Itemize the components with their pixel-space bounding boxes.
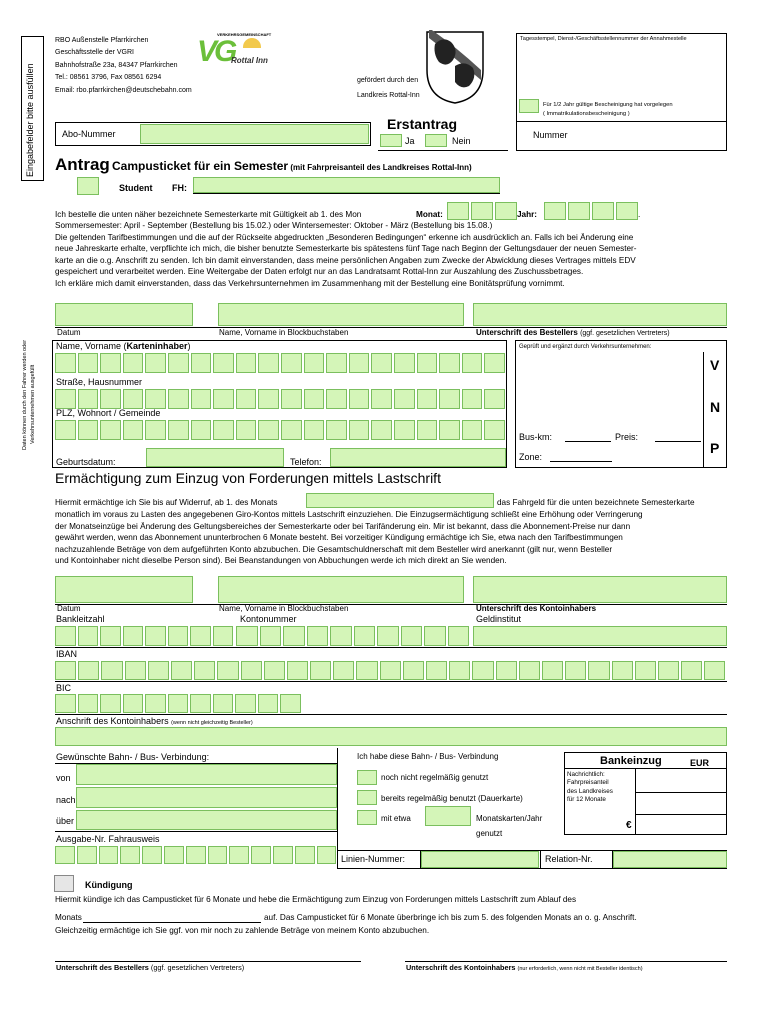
letter-cell[interactable] (251, 846, 271, 864)
letter-cell[interactable] (462, 353, 483, 373)
letter-cell[interactable] (123, 389, 144, 409)
letter-cell[interactable] (236, 353, 257, 373)
footer-besteller (56, 963, 244, 972)
iban-label: IBAN (56, 649, 78, 659)
kuendigung-monats: Monats (55, 913, 82, 922)
letter-cell[interactable] (304, 353, 325, 373)
sepa-datum-label: Datum (57, 604, 81, 613)
letter-cell[interactable] (484, 353, 505, 373)
sepa-line: der Monatseinzüge bei Änderung des Geltungsbereiches der Semesterkarte oder bei Tarifänderung ein. Mir ist bekannt, dass die Abonnement-Preise nur dann (55, 521, 631, 531)
letter-cell[interactable] (100, 389, 121, 409)
side-tab-label: Eingabefelder bitte ausfüllen (25, 63, 35, 177)
sepa-line: gewährt werden, wenn das Abonnement ununterbrochen 6 Monate besteht. Bei vorzeitiger Kündigung ermächtige ich Sie, etwa nach den Tarifbestimmungen (55, 533, 623, 543)
letter-cell[interactable] (496, 661, 517, 680)
ueber-input[interactable] (76, 810, 337, 830)
letter-cell[interactable] (635, 661, 656, 680)
iban-cells[interactable] (55, 661, 725, 680)
funded-by (357, 73, 420, 103)
nach-input[interactable] (76, 787, 337, 808)
letter-cell[interactable] (704, 661, 725, 680)
bic-cells[interactable] (55, 694, 301, 713)
sepa-title: Ermächtigung zum Einzug von Forderungen mittels Lastschrift (55, 470, 441, 486)
address-line: Email: rbo.pfarrkirchen@deutschebahn.com (55, 86, 192, 94)
abo-nummer-input[interactable] (140, 124, 369, 144)
ueber-label: über (56, 816, 75, 826)
letter-cell[interactable] (462, 420, 483, 440)
letter-cell[interactable] (145, 389, 166, 409)
letter-cell[interactable] (612, 661, 633, 680)
letter-cell[interactable] (142, 846, 162, 864)
zone-label: Zone: (519, 452, 543, 462)
letter-cell[interactable] (307, 626, 329, 646)
letter-cell[interactable] (191, 353, 212, 373)
letter-cell[interactable] (229, 846, 249, 864)
letter-cell[interactable] (55, 661, 76, 680)
letter-cell[interactable] (208, 846, 228, 864)
bic-label: BIC (56, 683, 72, 693)
letter-cell[interactable] (417, 353, 438, 373)
geburt-input[interactable] (146, 448, 284, 467)
letter-cell[interactable] (100, 626, 121, 646)
fh-input[interactable] (193, 177, 500, 193)
letter-cell[interactable] (148, 661, 169, 680)
check-box (515, 340, 727, 468)
letter-cell[interactable] (123, 694, 144, 713)
letter-cell[interactable] (417, 389, 438, 409)
letter-cell[interactable] (236, 420, 257, 440)
order-line: karte an die o.g. Anschrift zu senden. Ich bin damit einverstanden, dass meine persönlichen Angaben zum Zwecke der Abwicklung dieses Vertrages mittels EDV (55, 255, 636, 265)
address-line: RBO Außenstelle Pfarrkirchen (55, 37, 149, 44)
funded-line-1: gefördert durch den (357, 77, 419, 84)
kuendigung-line-3: Gleichzeitig ermächtige ich Sie ggf. von mir noch zu zahlende Beträge von meinem Konto abzubuchen. (55, 926, 430, 935)
order-name-label: Name, Vorname in Blockbuchstaben (219, 328, 349, 337)
order-signature-input[interactable] (473, 303, 727, 326)
letter-cell[interactable] (123, 420, 144, 440)
letter-cell[interactable] (145, 694, 166, 713)
konto-label: Kontonummer (240, 614, 297, 624)
monat-label: Monat: (416, 210, 443, 219)
letter-cell[interactable] (394, 353, 415, 373)
letter-cell[interactable] (100, 694, 121, 713)
letter-cell[interactable] (472, 661, 493, 680)
datenschutz-note-1: Daten können durch den Fahrer werden oder (22, 339, 28, 450)
n-label: N (710, 399, 721, 415)
title-paren: (mit Fahrpreisanteil des Landkreises Rottal-Inn) (290, 163, 472, 172)
ausgabe-cells[interactable] (55, 846, 336, 864)
order-dot: . (638, 210, 641, 219)
opt2-checkbox[interactable] (357, 790, 377, 805)
letter-cell[interactable] (213, 353, 234, 373)
letter-cell[interactable] (349, 389, 370, 409)
letter-cell[interactable] (55, 694, 76, 713)
letter-cell[interactable] (449, 661, 470, 680)
einzug-note-line: des Landkreises (567, 787, 613, 795)
semester-note-line-1: Für 1/2 Jahr gültige Bescheinigung hat vorgelegen (543, 102, 673, 108)
eur-label: EUR (690, 758, 710, 768)
student-label: Student (119, 183, 153, 193)
order-line-1: Ich bestelle die unten näher bezeichnete Semesterkarte mit Gültigkeit ab 1. des Mon (55, 210, 362, 219)
address-line: Geschäftsstelle der VGRI (55, 49, 134, 57)
order-datum-label: Datum (57, 328, 81, 337)
order-line: Die geltenden Tarifbestimmungen und die auf der Rückseite abgedruckten „Besonderen Bedingungen“ erkenne ich ausdrücklich an. Falls ich bei Änderung eine (55, 232, 634, 242)
letter-cell[interactable] (99, 846, 119, 864)
opt3-checkbox[interactable] (357, 810, 377, 825)
geburt-label: Geburtsdatum: (56, 457, 116, 467)
letter-cell[interactable] (213, 420, 234, 440)
letter-cell[interactable] (191, 420, 212, 440)
letter-cell[interactable] (281, 420, 302, 440)
logo-sub: Rottal Inn (231, 56, 268, 65)
nach-label: nach (56, 795, 76, 805)
letter-cell[interactable] (164, 846, 184, 864)
sepa-signature-input[interactable] (473, 576, 727, 603)
conn-title: Gewünschte Bahn- / Bus- Verbindung: (56, 752, 210, 762)
letter-cell[interactable] (317, 846, 337, 864)
kuendigung-line-1: Hiermit kündige ich das Campusticket für 6 Monate und hebe die Ermächtigung zum Einzug von Forderungen mittels Lastschrift zum Ablauf des (55, 895, 577, 904)
letter-cell[interactable] (78, 661, 99, 680)
letter-cell[interactable] (681, 661, 702, 680)
letter-cell[interactable] (287, 661, 308, 680)
letter-cell[interactable] (281, 353, 302, 373)
letter-cell[interactable] (190, 694, 211, 713)
letter-cell[interactable] (194, 661, 215, 680)
letter-cell[interactable] (260, 626, 282, 646)
letter-cell[interactable] (448, 626, 470, 646)
v-label: V (710, 357, 720, 373)
sepa-name-input[interactable] (218, 576, 464, 603)
letter-cell[interactable] (542, 661, 563, 680)
holder-name-label (56, 341, 191, 351)
letter-cell[interactable] (125, 661, 146, 680)
letter-cell[interactable] (77, 846, 97, 864)
einzug-note-line: für 12 Monate (567, 796, 606, 804)
sepa-signature-label: Unterschrift des Kontoinhabers (476, 604, 597, 613)
erstantrag-title: Erstantrag (387, 116, 458, 132)
opt3-label-a: mit etwa (381, 814, 411, 823)
logo-sun-icon (243, 38, 261, 48)
sepa-text (55, 509, 727, 567)
sepa-line: monatlich im voraus zu Lasten des angegebenen Giro-Kontos mittels Lastschrift einzuziehen. Die Einzugsermächtigung schließt eine Erhöhung oder Verringerung (55, 510, 643, 519)
strasse-cells[interactable] (55, 389, 505, 409)
letter-cell[interactable] (120, 846, 140, 864)
fh-label: FH: (172, 183, 187, 193)
buskm-label: Bus-km: (519, 432, 553, 442)
letter-cell[interactable] (145, 420, 166, 440)
relation-label: Relation-Nr. (545, 854, 593, 864)
letter-cell[interactable] (78, 626, 99, 646)
letter-cell[interactable] (401, 626, 423, 646)
letter-cell[interactable] (258, 353, 279, 373)
letter-cell[interactable] (565, 661, 586, 680)
letter-cell[interactable] (484, 420, 505, 440)
erstantrag-nein-checkbox[interactable] (425, 134, 447, 147)
telefon-input[interactable] (330, 448, 506, 467)
title-antrag: Antrag (55, 155, 110, 174)
sig1-unterschrift: Unterschrift des Bestellers (476, 328, 578, 337)
sepa-line: nachzuzahlende Beträge von dem aufgeführten Konto abzubuchen. Die Gesamtschuldnerschaft mit dem Besteller wird anerkannt (gilt nur, wenn Besteller (55, 544, 613, 554)
footer-besteller-label: Unterschrift des Bestellers (56, 963, 149, 972)
semester-proof-checkbox[interactable] (519, 99, 539, 113)
erstantrag-ja-label: Ja (405, 136, 415, 146)
order-line: gespeichert und verarbeitet werden. Eine Weitergabe der Daten erfolgt nur an das Landratsamt Rottal-Inn zur Auszahlung des Zuschussbetrages. (55, 267, 584, 277)
holder-name-cells[interactable] (55, 353, 505, 373)
letter-cell[interactable] (191, 389, 212, 409)
letter-cell[interactable] (439, 389, 460, 409)
sepa-line-1b: das Fahrgeld für die unten bezeichnete Semesterkarte (497, 498, 695, 507)
footer-kontoinhaber-hint: (nur erforderlich, wenn nicht mit Besteller identisch) (517, 966, 643, 972)
letter-cell[interactable] (310, 661, 331, 680)
opt3-label-c: genutzt (476, 829, 503, 838)
anschrift-label (56, 716, 253, 726)
letter-cell[interactable] (235, 694, 256, 713)
jahr-label: Jahr: (517, 210, 538, 219)
letter-cell[interactable] (241, 661, 262, 680)
letter-cell[interactable] (171, 661, 192, 680)
letter-cell[interactable] (281, 389, 302, 409)
letter-cell[interactable] (190, 626, 211, 646)
semester-note (543, 101, 673, 119)
letter-cell[interactable] (168, 389, 189, 409)
letter-cell[interactable] (371, 389, 392, 409)
nummer-label: Nummer (533, 130, 568, 140)
plz-cells[interactable] (55, 420, 505, 440)
letter-cell[interactable] (326, 353, 347, 373)
letter-cell[interactable] (283, 626, 305, 646)
plz-label: PLZ, Wohnort / Gemeinde (56, 408, 161, 418)
blz-label: Bankleitzahl (56, 614, 105, 624)
letter-cell[interactable] (55, 389, 76, 409)
letter-cell[interactable] (168, 420, 189, 440)
letter-cell[interactable] (439, 420, 460, 440)
erstantrag-nein-label: Nein (452, 136, 471, 146)
telefon-label: Telefon: (290, 457, 322, 467)
opt1-label: noch nicht regelmäßig genutzt (381, 773, 489, 782)
letter-cell[interactable] (78, 420, 99, 440)
letter-cell[interactable] (394, 389, 415, 409)
ausgabe-label: Ausgabe-Nr. Fahrausweis (56, 834, 160, 844)
title-main: Campusticket für ein Semester (112, 159, 289, 173)
einzug-note-line: Nachrichtlich: (567, 771, 605, 778)
holder-name-a: Name, Vorname ( (56, 341, 127, 351)
letter-cell[interactable] (658, 661, 679, 680)
order-line: neue Jahreskarte erhalte, verpflichte ich mich, die bisher benutzte Semesterkarte bis spätestens fünf Tage nach Beginn der Geltungsdauer der neuen Semester- (55, 244, 637, 254)
sepa-line: und Kontoinhaber nicht dieselbe Person sind). Bei Beanstandungen von Abbuchungen werde ich mich direkt an Sie wenden. (55, 556, 507, 566)
von-input[interactable] (76, 764, 337, 785)
einzug-note (567, 771, 613, 805)
letter-cell[interactable] (349, 420, 370, 440)
address-line: Bahnhofstraße 23a, 84347 Pfarrkirchen (55, 61, 178, 69)
letter-cell[interactable] (519, 661, 540, 680)
anschrift-hint: (wenn nicht gleichzeitig Besteller) (171, 720, 253, 726)
letter-cell[interactable] (295, 846, 315, 864)
konto-cells[interactable] (236, 626, 469, 646)
letter-cell[interactable] (484, 389, 505, 409)
letter-cell[interactable] (326, 389, 347, 409)
letter-cell[interactable] (403, 661, 424, 680)
letter-cell[interactable] (280, 694, 301, 713)
letter-cell[interactable] (424, 626, 446, 646)
sepa-datum-input[interactable] (55, 576, 193, 603)
letter-cell[interactable] (273, 846, 293, 864)
order-datum-input[interactable] (55, 303, 193, 326)
footer-kontoinhaber-label: Unterschrift des Kontoinhabers (406, 963, 516, 972)
letter-cell[interactable] (123, 626, 144, 646)
letter-cell[interactable] (349, 353, 370, 373)
von-label: von (56, 773, 71, 783)
sepa-line-1a: Hiermit ermächtige ich Sie bis auf Widerruf, ab 1. des Monats (55, 498, 278, 507)
student-checkbox[interactable] (77, 177, 99, 195)
letter-cell[interactable] (377, 626, 399, 646)
letter-cell[interactable] (258, 694, 279, 713)
funded-line-2: Landkreis Rottal-Inn (357, 92, 420, 99)
jahr-cells[interactable] (544, 202, 641, 220)
letter-cell[interactable] (100, 353, 121, 373)
letter-cell[interactable] (168, 353, 189, 373)
letter-cell[interactable] (145, 626, 166, 646)
letter-cell[interactable] (186, 846, 206, 864)
page-title (55, 155, 472, 175)
linien-input[interactable] (421, 851, 539, 868)
footer-besteller-hint: (ggf. gesetzlichen Vertreters) (150, 963, 245, 972)
letter-cell[interactable] (258, 389, 279, 409)
holder-name-c: ) (187, 341, 191, 351)
datenschutz-note-2: Verkehrsunternehmen ausgefüllt (30, 364, 36, 444)
order-text (55, 220, 725, 290)
have-label: Ich habe diese Bahn- / Bus- Verbindung (357, 752, 499, 761)
coat-of-arms-icon (425, 30, 485, 105)
institut-input[interactable] (473, 626, 727, 646)
letter-cell[interactable] (168, 694, 189, 713)
letter-cell[interactable] (588, 661, 609, 680)
letter-cell[interactable] (371, 420, 392, 440)
opt3-label-b: Monatskarten/Jahr (476, 814, 543, 823)
opt3-count-input[interactable] (425, 806, 471, 826)
address-line: Tel.: 08561 3796, Fax 08561 6294 (55, 74, 162, 82)
letter-cell[interactable] (168, 626, 189, 646)
order-line: Ich erkläre mich damit einverstanden, dass das Verkehrsunternehmen im Zusammenhang mit der Bestellung eine Bonitätsprüfung vornimmt. (55, 278, 565, 288)
letter-cell[interactable] (439, 353, 460, 373)
monat-cells[interactable] (447, 202, 517, 220)
letter-cell[interactable] (213, 694, 234, 713)
sepa-start-month-input[interactable] (306, 493, 494, 508)
order-signature-label (476, 328, 670, 337)
letter-cell[interactable] (304, 389, 325, 409)
letter-cell[interactable] (55, 626, 76, 646)
opt1-checkbox[interactable] (357, 770, 377, 785)
letter-cell[interactable] (55, 420, 76, 440)
letter-cell[interactable] (123, 353, 144, 373)
kuendigung-checkbox[interactable] (54, 875, 74, 892)
address-block (55, 35, 192, 97)
semester-note-line-2: ( Immatrikulationsbescheinigung ) (543, 111, 630, 117)
letter-cell[interactable] (78, 694, 99, 713)
check-label: Geprüft und ergänzt durch Verkehrsunternehmen: (519, 344, 652, 350)
letter-cell[interactable] (78, 353, 99, 373)
letter-cell[interactable] (330, 626, 352, 646)
letter-cell[interactable] (462, 389, 483, 409)
letter-cell[interactable] (100, 420, 121, 440)
institut-label: Geldinstitut (476, 614, 522, 624)
letter-cell[interactable] (371, 353, 392, 373)
logo-top-text: VERKEHRSGEMEINSCHAFT (217, 32, 272, 37)
anschrift-text: Anschrift des Kontoinhabers (56, 716, 169, 726)
kuendigung-line-2: auf. Das Campusticket für 6 Monate überbringe ich bis zum 5. des folgenden Monats an o. g. Anschrift. (264, 913, 637, 922)
erstantrag-ja-checkbox[interactable] (380, 134, 402, 147)
letter-cell[interactable] (426, 661, 447, 680)
kuendigung-title: Kündigung (85, 880, 133, 890)
letter-cell[interactable] (394, 420, 415, 440)
logo-vg: VG (197, 35, 235, 68)
order-name-input[interactable] (218, 303, 464, 326)
letter-cell[interactable] (333, 661, 354, 680)
letter-cell[interactable] (55, 846, 75, 864)
letter-cell[interactable] (145, 353, 166, 373)
letter-cell[interactable] (417, 420, 438, 440)
letter-cell[interactable] (78, 389, 99, 409)
linien-label: Linien-Nummer: (341, 854, 406, 864)
letter-cell[interactable] (304, 420, 325, 440)
letter-cell[interactable] (258, 420, 279, 440)
vg-logo (195, 32, 285, 78)
letter-cell[interactable] (326, 420, 347, 440)
sepa-name-label: Name, Vorname in Blockbuchstaben (219, 604, 349, 613)
stamp-label: Tagesstempel, Dienst-/Geschäftsstellennummer der Annahmestelle (520, 36, 687, 42)
p-label: P (710, 440, 720, 456)
preis-label: Preis: (615, 432, 639, 442)
einzug-note-line: Fahrpreisanteil (567, 779, 609, 787)
abo-nummer-label: Abo-Nummer (62, 129, 116, 139)
order-line: Sommersemester: April - September (Bestellung bis 15.02.) oder Wintersemester: Oktober - März (Bestellung bis 15.08.) (55, 221, 493, 230)
relation-input[interactable] (613, 851, 727, 868)
letter-cell[interactable] (356, 661, 377, 680)
strasse-label: Straße, Hausnummer (56, 377, 143, 387)
anschrift-input[interactable] (55, 727, 727, 746)
letter-cell[interactable] (217, 661, 238, 680)
letter-cell[interactable] (264, 661, 285, 680)
blz-cells[interactable] (55, 626, 233, 646)
sig1-hint: (ggf. gesetzlichen Vertreters) (580, 330, 670, 337)
letter-cell[interactable] (354, 626, 376, 646)
opt2-label: bereits regelmäßig benutzt (Dauerkarte) (381, 794, 523, 803)
bankeinzug-title: Bankeinzug (600, 755, 662, 767)
holder-name-b: Karteninhaber (126, 341, 188, 351)
footer-kontoinhaber (406, 963, 643, 972)
letter-cell[interactable] (101, 661, 122, 680)
letter-cell[interactable] (213, 389, 234, 409)
letter-cell[interactable] (55, 353, 76, 373)
letter-cell[interactable] (380, 661, 401, 680)
letter-cell[interactable] (213, 626, 234, 646)
letter-cell[interactable] (236, 389, 257, 409)
letter-cell[interactable] (236, 626, 258, 646)
euro-sign: € (626, 820, 632, 831)
